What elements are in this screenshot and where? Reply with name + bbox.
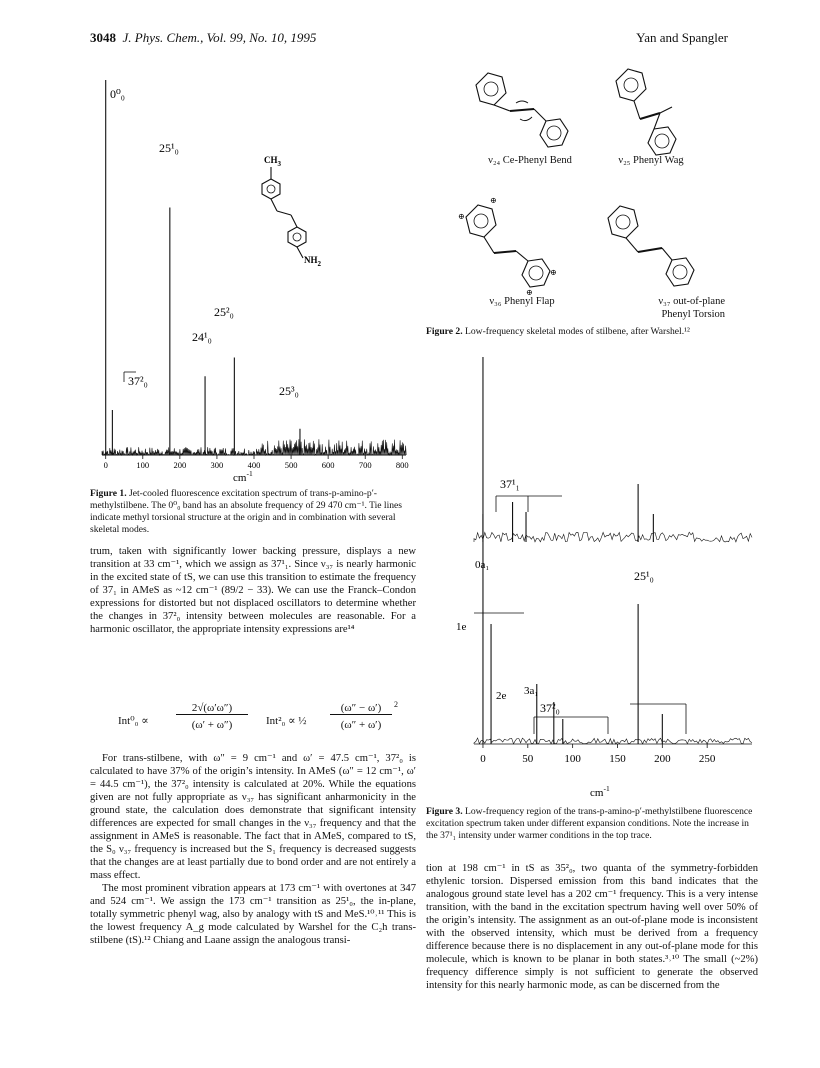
mode-36-diagram	[458, 196, 557, 297]
figure-1-axis	[102, 455, 409, 470]
fig3-xlabel: $cm^{-1}$	[590, 784, 610, 799]
fig3-tick-label-3: 150	[609, 753, 626, 765]
fig1-peak-label-25-2: 25²₀	[214, 305, 234, 319]
page-header-left	[90, 30, 316, 46]
fig1-baseline	[102, 439, 406, 455]
paragraph-continued: trum, taken with significantly lower backing pressure, displays a new transition at 33 cm⁻¹, which we assign as 37¹₁. Since ν₃₇ is nearly harmonic in the excited state of tS, we can use this transition to estimate the frequency of 37₁ in AMeS as ~12 cm⁻¹ (89/2 − 33). We can use the Franck–Condon expressions for distorted but not displaced oscillators to determine whether the changes in 37²₀ intensity between molecules are reasonable. For a harmonic oscillator, the appropriate intensity expressions are¹⁴	[90, 546, 416, 635]
journal-citation: J. Phys. Chem., Vol. 99, No. 10, 1995	[122, 30, 317, 45]
fig1-tick-label-1: 100	[136, 460, 150, 470]
nh2-label: $NH_2$	[304, 255, 321, 268]
page-header-authors: Yan and Spangler	[636, 30, 728, 45]
paragraph-prominent-vibration: The most prominent vibration appears at 173 cm⁻¹ with overtones at 347 and 524 cm⁻¹. We assign the 173 cm⁻¹ transition as 25¹₀, the in-plane, totally symmetric phenyl wag, also by analogy with tS and MeS.¹⁰˒¹¹ This is the lowest frequency A_g mode calculated by Warshel for the C₂h trans-stilbene (tS).¹² Chiang and Laane assign the analogous transi-	[90, 883, 416, 946]
fig3-tick-label-0: 0	[480, 753, 486, 765]
fig1-tick-label-7: 700	[358, 460, 372, 470]
right-column-text	[426, 862, 758, 992]
ch3-label: $CH_3$	[264, 155, 281, 168]
figure-3-axis	[474, 744, 752, 765]
mode-25-diagram	[616, 69, 676, 155]
fig3-label-25-1: 25¹₀	[634, 569, 654, 583]
figure-1-spectrum	[88, 60, 418, 485]
fig1-xlabel: $cm^{-1}$	[233, 469, 253, 484]
svg-text:⊕: ⊕	[458, 212, 465, 221]
figure-2-modes	[448, 55, 748, 325]
fig1-tick-label-3: 300	[210, 460, 224, 470]
fig3-tick-label-1: 50	[522, 753, 534, 765]
figure-1-peaks	[102, 80, 406, 455]
fig3-label-37-2: 37²₀	[540, 701, 560, 715]
fig1-peak-label-25-3: 25³₀	[279, 384, 299, 398]
paragraph-trans-stilbene: For trans-stilbene, with ω″ = 9 cm⁻¹ and ω′ = 47.5 cm⁻¹, 37²₀ is calculated to have 37% of the origin’s intensity. In AMeS (ω″ = 12 cm⁻¹, ω′ = 44.5 cm⁻¹), the 37²₀ intensity is calculated at 20%. While the equations given are not fully appropriate as ν₃₇ has significant anharmonicity in the ground state, the calculation does demonstrate that significant intensity differences are expected for small changes in the ν₃₇ frequency and that the assignment in AMeS is reasonable. The fact that in AMeS, compared to tS, the S₀ ν₃₇ frequency is increased but the S₁ frequency is decreased suggests that the changes are at least partially due to bond order and are not entirely a mass effect.	[90, 753, 416, 881]
fig1-peak-label-origin: 0⁰₀	[110, 87, 125, 101]
svg-text:⊕: ⊕	[526, 288, 533, 297]
mode-label-24: ν₂₄ Ce-Phenyl Bend	[488, 155, 572, 166]
page-number: 3048	[90, 30, 116, 45]
fig3-top-baseline	[474, 532, 752, 542]
aminomethylstilbene-structure	[262, 167, 306, 258]
fig1-tick-label-0: 0	[103, 460, 108, 470]
figure-1-caption: Figure 1. Jet-cooled fluorescence excitation spectrum of trans-p-amino-p′-methylstilbene. The 0⁰₀ band has an absolute frequency of 29 470 cm⁻¹. Tie lines indicate methyl torsional structure at the origin and in combination with several skeletal modes.	[90, 488, 403, 535]
figure-3-spectrum	[456, 360, 762, 800]
paragraph-right: tion at 198 cm⁻¹ in tS as 35²₀, two quanta of the symmetry-forbidden ethylenic torsion. Dispersed emission from this band indicates that the analogous ground state level has a 202 cm⁻¹ frequency. This is a very intense transition, with the band in the excitation spectrum having well over 50% of the origin’s intensity. The assignment as an out-of-plane mode is inconsistent with the observed intensity, which must be derived from a frequency difference because there is no displacement in any out-of-plane mode for this molecule, which is known to be planar in both states.³˒¹⁰ The small (~2%) frequency difference simply is not sufficient to generate the observed intensity for this nearly harmonic mode, as can be discerned from the	[426, 863, 758, 991]
fig1-tick-label-6: 600	[321, 460, 335, 470]
mode-label-37: ν₃₇ out-of-plane	[658, 296, 725, 307]
fig3-label-37-1-1: 37¹₁	[500, 477, 520, 491]
left-column-text	[90, 545, 416, 636]
figure-3-caption: Figure 3. Low-frequency region of the trans-p-amino-p′-methylstilbene fluorescence excitation spectrum taken under different expansion conditions. Note the increase in the 37¹₁ intensity under warmer conditions in the top trace.	[426, 806, 753, 841]
figure-3-top-trace	[474, 357, 752, 542]
fig1-tick-label-2: 200	[173, 460, 187, 470]
figure-3-bottom-trace	[474, 514, 752, 744]
fig1-peak-label-24-1: 24¹₀	[192, 330, 212, 344]
fig3-label-1e: 1e	[456, 621, 467, 633]
mode-24-diagram	[476, 73, 568, 147]
fig3-tick-label-2: 100	[564, 753, 581, 765]
fig1-peak-label-25-1: 25¹₀	[159, 141, 179, 155]
fig1-peak-label-37-2: 37²₀	[128, 374, 148, 388]
fig3-label-0a1: 0a₁	[475, 559, 490, 571]
fig3-label-3a1: 3a₁	[524, 685, 539, 697]
fig3-tick-label-5: 250	[698, 753, 716, 765]
fig3-label-2e: 2e	[496, 690, 507, 702]
left-column-text-2	[90, 752, 416, 947]
fig3-bottom-baseline	[474, 738, 752, 744]
mode-label-36: ν₃₆ Phenyl Flap	[489, 296, 555, 307]
fig1-tick-label-5: 500	[284, 460, 298, 470]
intensity-equations: Int⁰₀ ∝ 2√(ω′ω″) (ω′ + ω″) Int²₀ ∝ ½ (ω″ − ω′) (ω″ + ω′) 2	[118, 700, 398, 731]
fig1-tick-label-4: 400	[247, 460, 261, 470]
mode-label-25: ν₂₅ Phenyl Wag	[618, 155, 684, 166]
mode-37-diagram	[608, 206, 694, 286]
fig3-tick-label-4: 200	[654, 753, 671, 765]
svg-text:⊕: ⊕	[550, 268, 557, 277]
svg-text:⊕: ⊕	[490, 196, 497, 205]
mode-label-37-line2: Phenyl Torsion	[661, 309, 725, 320]
figure-2-caption: Figure 2. Low-frequency skeletal modes of stilbene, after Warshel.¹²	[426, 326, 690, 337]
fig1-tick-label-8: 800	[395, 460, 409, 470]
